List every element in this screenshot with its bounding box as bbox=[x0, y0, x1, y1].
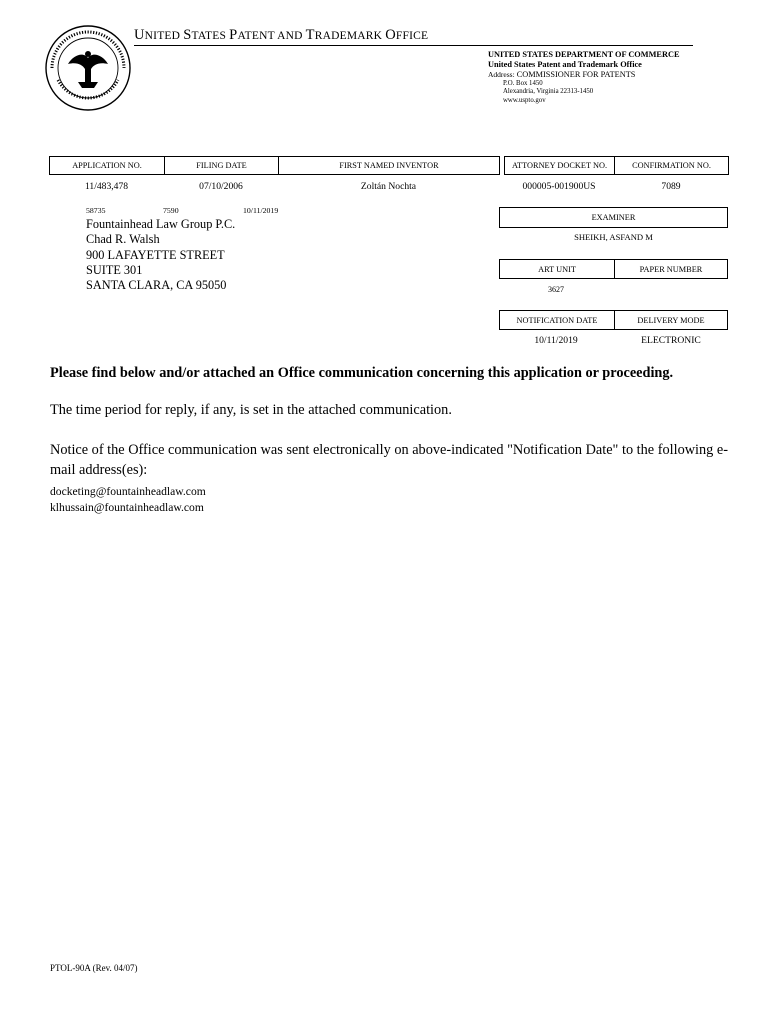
art-unit-header-box bbox=[499, 259, 728, 279]
first-named-inventor-value: Zoltán Nochta bbox=[360, 181, 417, 192]
address-line-city: Alexandria, Virginia 22313-1450 bbox=[503, 88, 594, 96]
email-list bbox=[50, 484, 206, 515]
examiner-header: EXAMINER bbox=[591, 213, 636, 222]
communication-notice: Please find below and/or attached an Office communication concerning this application or proceeding. bbox=[50, 365, 674, 381]
examiner-name: SHEIKH, ASFAND M bbox=[574, 232, 653, 242]
form-id: PTOL-90A (Rev. 04/07) bbox=[50, 963, 138, 973]
header-divider bbox=[134, 45, 693, 46]
address-line-suite: SUITE 301 bbox=[86, 262, 143, 277]
uspto-seal-icon bbox=[44, 24, 132, 112]
notification-date-header: NOTIFICATION DATE bbox=[516, 315, 598, 325]
notification-date-value: 10/11/2019 bbox=[534, 335, 578, 346]
application-no-value: 11/483,478 bbox=[84, 181, 129, 192]
department-name: UNITED STATES DEPARTMENT OF COMMERCE bbox=[488, 50, 680, 59]
filing-date-header: FILING DATE bbox=[165, 157, 279, 175]
confirmation-no-value: 7089 bbox=[661, 181, 681, 192]
customer-number: 58735 bbox=[86, 206, 106, 215]
delivery-mode-header: DELIVERY MODE bbox=[637, 315, 705, 325]
address-line-website: www.uspto.gov bbox=[503, 96, 546, 104]
attorney-docket-no-header: ATTORNEY DOCKET NO. bbox=[505, 157, 615, 175]
application-no-header: APPLICATION NO. bbox=[50, 157, 165, 175]
first-named-inventor-header: FIRST NAMED INVENTOR bbox=[279, 157, 500, 175]
address-line-street: 900 LAFAYETTE STREET bbox=[86, 247, 225, 262]
address-line-attorney: Chad R. Walsh bbox=[86, 232, 160, 247]
time-period-text: The time period for reply, if any, is set in the attached communication. bbox=[50, 402, 452, 418]
confirmation-no-header: CONFIRMATION NO. bbox=[615, 157, 729, 175]
email-notice-text: Notice of the Office communication was sent electronically on above-indicated "Notification Date" to the following e-mail address(es): bbox=[50, 442, 728, 478]
email-address: klhussain@fountainheadlaw.com bbox=[50, 500, 204, 514]
notification-header-box bbox=[499, 310, 728, 330]
address-line-po-box: P.O. Box 1450 bbox=[503, 80, 543, 87]
address-line-city-state: SANTA CLARA, CA 95050 bbox=[86, 278, 227, 293]
address-heading: Address: COMMISSIONER FOR PATENTS bbox=[488, 70, 636, 79]
email-address: docketing@fountainheadlaw.com bbox=[50, 485, 206, 498]
attorney-docket-no-value: 000005-001900US bbox=[522, 181, 596, 192]
office-name: United States Patent and Trademark Office bbox=[488, 60, 642, 69]
office-address bbox=[503, 80, 593, 105]
address-line-firm: Fountainhead Law Group P.C. bbox=[86, 217, 236, 231]
filing-date-value: 07/10/2006 bbox=[199, 181, 243, 192]
art-unit-value: 3627 bbox=[548, 285, 564, 294]
examiner-header-box bbox=[499, 207, 728, 228]
application-info-table bbox=[49, 156, 729, 175]
correspondence-date: 10/11/2019 bbox=[243, 206, 279, 215]
office-title: UNITED STATES PATENT AND TRADEMARK OFFICE bbox=[134, 27, 429, 43]
paper-number-header: PAPER NUMBER bbox=[639, 264, 703, 274]
correspondence-code: 7590 bbox=[163, 206, 179, 215]
art-unit-header: ART UNIT bbox=[538, 264, 576, 274]
delivery-mode-value: ELECTRONIC bbox=[641, 335, 701, 346]
correspondence-address bbox=[86, 217, 235, 293]
